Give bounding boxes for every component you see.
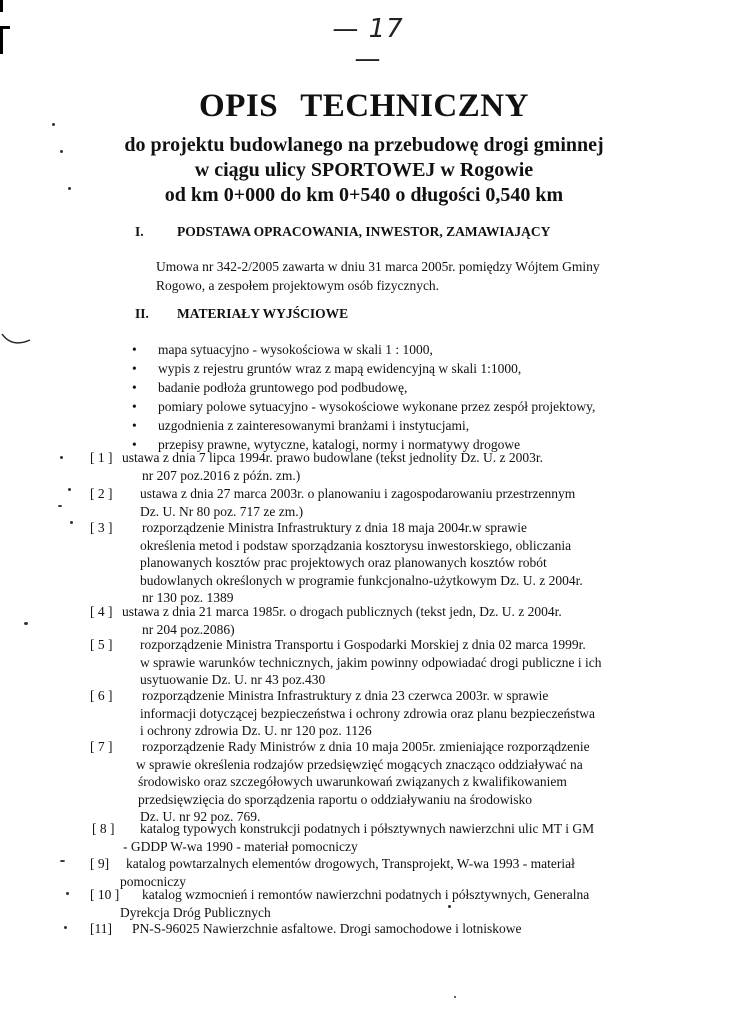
- reference-text: pomocniczy: [120, 873, 186, 889]
- section-number: I.: [135, 224, 144, 239]
- bullet-icon: •: [132, 361, 137, 376]
- section-heading-2: [135, 306, 348, 322]
- list-item: [132, 359, 595, 378]
- bullet-icon: •: [132, 437, 137, 452]
- bullet-icon: •: [132, 399, 137, 414]
- reference-text: rozporządzenie Rady Ministrów z dnia 10 maja 2005r. zmieniające rozporządzenie: [142, 739, 590, 754]
- reference-label: [11]: [90, 921, 112, 936]
- reference-label: [ 6 ]: [90, 688, 113, 703]
- scan-speck: [70, 521, 73, 524]
- scan-speck: [52, 123, 55, 126]
- reference-text: ustawa z dnia 7 lipca 1994r. prawo budowlane (tekst jednolity Dz. U. z 2003r.: [122, 450, 544, 465]
- reference-text: usytuowanie Dz. U. nr 43 poz.430: [140, 672, 326, 687]
- reference-text: nr 207 poz.2016 z późn. zm.): [142, 467, 301, 483]
- reference-text: w sprawie warunków technicznych, jakim powinny odpowiadać drogi publiczne i ich: [140, 654, 602, 670]
- bullet-icon: •: [132, 418, 137, 433]
- scan-speck: [68, 488, 71, 491]
- scan-speck: [66, 892, 69, 895]
- reference-text: nr 130 poz. 1389: [142, 590, 234, 605]
- reference-text: Dyrekcja Dróg Publicznych: [120, 904, 271, 920]
- reference-text: środowisko oraz szczegółowych uwarunkowań związanych z kwalifikowaniem: [138, 774, 567, 789]
- paragraph-line: Rogowo, a zespołem projektowym osób fizycznych.: [156, 278, 440, 293]
- section-title: PODSTAWA OPRACOWANIA, INWESTOR, ZAMAWIAJĄCY: [177, 224, 551, 239]
- subtitle-line: od km 0+000 do km 0+540 o długości 0,540 km: [164, 184, 564, 206]
- reference-label: [ 3 ]: [90, 520, 113, 535]
- scan-edge-mark: [0, 26, 3, 54]
- scan-speck: [60, 150, 63, 153]
- list-item: [132, 340, 595, 359]
- list-item-text: wypis z rejestru gruntów wraz z mapą ewidencyjną w skali 1:1000,: [158, 361, 522, 376]
- reference-text: budowlanych określonych w programie funkcjonalno-użytkowym Dz. U. z 2004r.: [140, 572, 583, 588]
- reference-text: informacji dotyczącej bezpieczeństwa i ochrony zdrowia oraz planu bezpieczeństwa: [140, 705, 596, 721]
- reference-item: [90, 920, 522, 938]
- reference-text: nr 204 poz.2086): [142, 621, 235, 637]
- reference-label: [ 5 ]: [90, 637, 113, 652]
- reference-item: [90, 855, 575, 890]
- reference-label: [ 2 ]: [90, 486, 113, 501]
- list-item-text: badanie podłoża gruntowego pod podbudowę,: [158, 380, 408, 395]
- reference-text: planowanych kosztów prac projektowych oraz planowanych kosztów robót: [140, 555, 547, 570]
- source-materials-list: [132, 340, 595, 454]
- scan-speck: [68, 187, 71, 190]
- list-item: [132, 397, 595, 416]
- bullet-icon: •: [132, 380, 137, 395]
- reference-text: rozporządzenie Ministra Transportu i Gospodarki Morskiej z dnia 02 marca 1999r.: [140, 637, 586, 652]
- list-item: [132, 378, 595, 397]
- list-item-text: przepisy prawne, wytyczne, katalogi, normy i normatywy drogowe: [158, 437, 521, 452]
- list-item-text: pomiary polowe sytuacyjno - wysokościowe wykonane przez zespół projektowy,: [158, 399, 596, 414]
- scan-speck: [448, 905, 451, 908]
- reference-item: [90, 886, 589, 921]
- reference-text: katalog powtarzalnych elementów drogowych, Transprojekt, W-wa 1993 - materiał: [126, 856, 575, 871]
- scan-speck: [60, 456, 63, 459]
- reference-text: - GDDP W-wa 1990 - materiał pomocniczy: [123, 838, 358, 854]
- section-1-text: [156, 257, 600, 295]
- reference-item: [90, 636, 602, 689]
- reference-item: [90, 687, 595, 740]
- reference-text: rozporządzenie Ministra Infrastruktury z dnia 23 czerwca 2003r. w sprawie: [142, 688, 549, 703]
- reference-text: PN-S-96025 Nawierzchnie asfaltowe. Drogi samochodowe i lotniskowe: [132, 921, 522, 936]
- reference-label: [ 10 ]: [90, 887, 120, 902]
- section-title: MATERIAŁY WYJŚCIOWE: [177, 306, 349, 321]
- subtitle-line: do projektu budowlanego na przebudowę drogi gminnej: [124, 134, 604, 156]
- bullet-icon: •: [132, 342, 137, 357]
- section-number: II.: [135, 306, 149, 321]
- reference-text: ustawa z dnia 27 marca 2003r. o planowaniu i zagospodarowaniu przestrzennym: [140, 486, 576, 501]
- reference-label: [ 8 ]: [92, 821, 115, 836]
- reference-text: określenia metod i podstaw sporządzania kosztorysu inwestorskiego, obliczania: [140, 537, 572, 553]
- list-item-text: uzgodnienia z zainteresowanymi branżami i instytucjami,: [158, 418, 470, 433]
- document-title: OPIS TECHNICZNY: [199, 88, 529, 124]
- scan-speck: [24, 622, 28, 625]
- scan-speck: [58, 505, 62, 507]
- section-heading-1: [135, 224, 550, 240]
- reference-item: [90, 603, 562, 638]
- list-item-text: mapa sytuacyjno - wysokościowa w skali 1 : 1000,: [158, 342, 433, 357]
- reference-text: katalog wzmocnień i remontów nawierzchni podatnych i półsztywnych, Generalna: [142, 887, 590, 902]
- scan-speck: [60, 860, 65, 862]
- reference-text: i ochrony zdrowia Dz. U. nr 120 poz. 1126: [140, 723, 372, 738]
- scan-speck: [64, 926, 67, 929]
- reference-text: ustawa z dnia 21 marca 1985r. o drogach publicznych (tekst jedn, Dz. U. z 2004r.: [122, 604, 562, 619]
- reference-text: rozporządzenie Ministra Infrastruktury z dnia 18 maja 2004r.w sprawie: [142, 520, 527, 535]
- reference-item: [92, 820, 594, 855]
- scan-hook-mark: [0, 330, 36, 354]
- reference-text: katalog typowych konstrukcji podatnych i półsztywnych nawierzchni ulic MT i GM: [140, 821, 595, 836]
- reference-item: [90, 449, 543, 484]
- reference-text: Dz. U. Nr 80 poz. 717 ze zm.): [140, 503, 304, 519]
- reference-text: przedsięwzięcia do sporządzenia raportu o oddziaływaniu na środowisko: [138, 791, 532, 807]
- reference-item: [90, 738, 590, 826]
- reference-label: [ 1 ]: [90, 450, 113, 465]
- reference-item: [90, 519, 583, 607]
- reference-label: [ 4 ]: [90, 604, 113, 619]
- handwritten-page-number: — 17 —: [332, 14, 404, 74]
- scan-speck: [454, 996, 456, 998]
- paragraph-line: Umowa nr 342-2/2005 zawarta w dniu 31 marca 2005r. pomiędzy Wójtem Gminy: [156, 259, 600, 274]
- reference-item: [90, 485, 575, 520]
- reference-text: Dz. U. nr 92 poz. 769.: [140, 809, 261, 824]
- list-item: [132, 416, 595, 435]
- reference-text: w sprawie określenia rodzajów przedsięwzięć mogących znacząco oddziaływać na: [136, 756, 583, 772]
- reference-label: [ 7 ]: [90, 739, 113, 754]
- scan-edge-mark: [0, 0, 3, 12]
- reference-label: [ 9]: [90, 856, 110, 871]
- subtitle-line: w ciągu ulicy SPORTOWEJ w Rogowie: [194, 159, 534, 181]
- scan-edge-mark: [0, 26, 10, 29]
